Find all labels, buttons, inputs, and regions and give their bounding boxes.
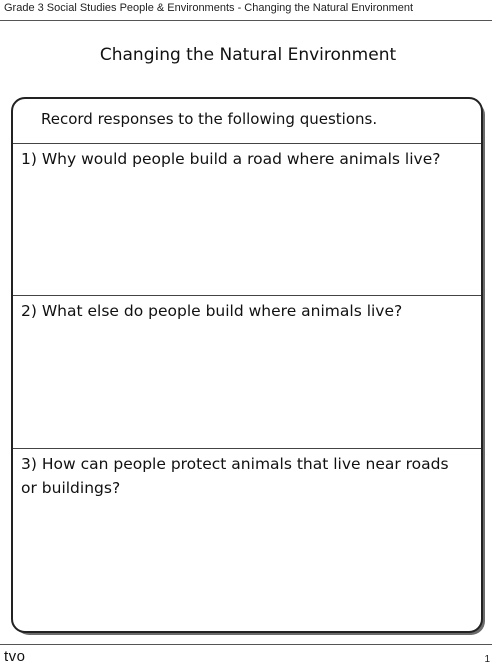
- question-2-text: 2) What else do people build where animals live?: [21, 302, 403, 320]
- instruction-text: Record responses to the following questions.: [13, 99, 481, 144]
- running-header: Grade 3 Social Studies People & Environments - Changing the Natural Environment: [4, 2, 414, 14]
- footer-divider: [0, 644, 492, 645]
- question-2-section[interactable]: [13, 296, 481, 449]
- page-number: 1: [484, 654, 490, 665]
- question-3-section[interactable]: [13, 449, 481, 629]
- worksheet-card: [11, 97, 483, 633]
- header-divider: [0, 20, 492, 21]
- question-1-section[interactable]: [13, 144, 481, 296]
- tvo-logo: tvo: [4, 648, 26, 665]
- question-1-text: 1) Why would people build a road where animals live?: [21, 150, 441, 168]
- question-3-text: 3) How can people protect animals that live near roads or buildings?: [21, 455, 449, 497]
- page-title: Changing the Natural Environment: [99, 45, 397, 65]
